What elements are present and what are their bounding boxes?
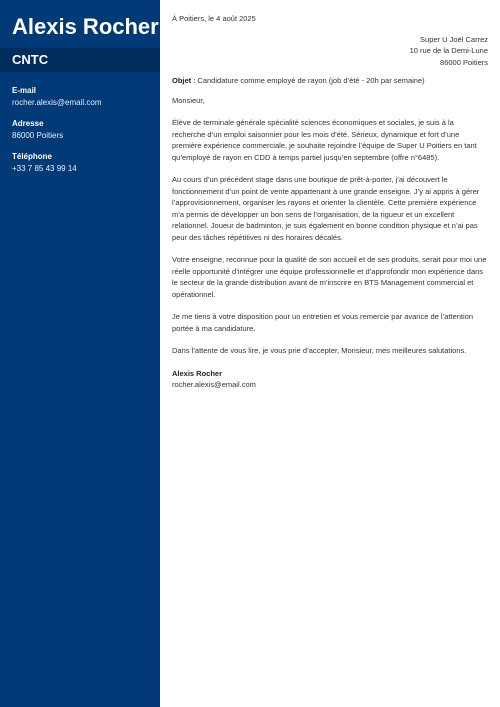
object-text: : Candidature comme employé de rayon (job d’été - 20h par semaine) (191, 76, 425, 85)
letter-body (172, 0, 488, 391)
object-label: Objet (172, 76, 192, 85)
letter-paragraph: Votre enseigne, reconnue pour la qualité de son accueil et de ses produits, serait pour moi une réelle opportunité d’intégrer une équipe professionnelle et d’approfondir mon expérience dans le secteur de la grande distribution avant de m’inscrire en BTS Management commercial et opérationnel. (172, 255, 487, 299)
letter-paragraph: Dans l’attente de vous lire, je vous prie d’accepter, Monsieur, mes meilleures salutations. (172, 346, 467, 355)
contact-label: Adresse (12, 119, 44, 128)
contact-value: 86000 Poitiers (12, 131, 64, 140)
contact-label: Téléphone (12, 152, 53, 161)
recipient-address (172, 34, 488, 69)
contact-email (12, 85, 148, 109)
contact-section-band: CNTC (0, 48, 160, 72)
signature-name: Alexis Rocher (172, 368, 223, 378)
letter-paragraph: Je me tiens à votre disposition pour un entretien et vous remercie par avance de l’attention portée à ma candidature. (172, 312, 474, 333)
contact-phone (12, 151, 148, 175)
contact-address (12, 118, 148, 142)
contact-list (0, 72, 160, 175)
contact-value[interactable]: rocher.alexis@email.com (12, 98, 102, 107)
recipient-line: 10 rue de la Demi-Lune (409, 46, 488, 55)
contact-label: E-mail (12, 86, 37, 95)
letter-date: À Poitiers, le 4 août 2025 (172, 14, 256, 23)
candidate-name: Alexis Rocher (12, 14, 159, 39)
letter-paragraph: Élève de terminale générale spécialité sciences économiques et sociales, je suis à la recherche d’un emploi saisonnier pour les mois d’été. Sérieux, dynamique et fort d’une première expérience commerciale, je souhaite rejoindre l’équipe de Super U Poitiers en tant qu’employé de rayon en CDD à temps partiel jusqu’en septembre (offre n°6485). (172, 118, 477, 162)
recipient-line: 86000 Poitiers (440, 57, 488, 67)
sidebar (0, 0, 160, 707)
recipient-line: Super U Joël Carrez (420, 34, 488, 44)
salutation: Monsieur, (172, 95, 205, 105)
signature-email[interactable]: rocher.alexis@email.com (172, 380, 256, 389)
letter-object (172, 75, 488, 87)
letter-paragraph: Au cours d’un précédent stage dans une boutique de prêt-à-porter, j’ai découvert le fonctionnement d’un point de vente appartenant à une grande enseigne. J’y ai appris à gérer l’approvisionnement, organiser les rayons et orienter la clientèle. Cette première expérience m’a permis de développer un bon sens de l’organisation, de la rigueur et un excellent relationnel. Joueur de badminton, je suis également en bonne condition physique et n’ai pas peur des tâches répétitives ni des horaires décalés. (172, 175, 480, 242)
contact-value[interactable]: +33 7 85 43 99 14 (12, 164, 77, 173)
